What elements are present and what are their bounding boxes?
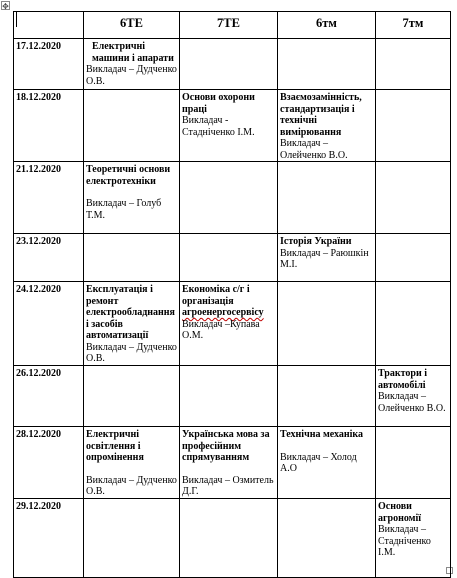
subject-text: Історія України [280, 236, 352, 247]
schedule-cell[interactable] [376, 427, 451, 499]
subject-text: Економіка с/г і організація [182, 284, 250, 307]
column-header-7tm[interactable]: 7тм [376, 12, 451, 39]
teacher-text: Викладач – Озмитель Д.Г. [182, 474, 274, 497]
schedule-cell[interactable] [180, 282, 278, 366]
column-header-6te[interactable]: 6ТЕ [84, 12, 180, 39]
teacher-text: Викладач – Дудченко О.В. [86, 474, 177, 497]
subject-text: Взаємозамінність, стандартизація і технічні вимірювання [280, 92, 362, 138]
date-cell[interactable]: 18.12.2020 [14, 90, 84, 162]
subject-text: Теоретичні основи електротехніки [86, 164, 171, 187]
schedule-cell[interactable] [376, 234, 451, 282]
subject-text: Технічна механіка [280, 429, 364, 440]
table-row [14, 234, 451, 282]
table-row [14, 39, 451, 90]
teacher-text: Викладач –Купава О.М. [182, 318, 260, 341]
schedule-cell[interactable] [278, 90, 376, 162]
schedule-cell[interactable] [84, 234, 180, 282]
schedule-cell[interactable] [278, 499, 376, 578]
teacher-text: Викладач – Олейченко В.О. [280, 138, 348, 161]
date-cell[interactable]: 28.12.2020 [14, 427, 84, 499]
table-move-handle-icon[interactable]: ✥ [2, 2, 9, 11]
schedule-cell[interactable] [84, 90, 180, 162]
schedule-cell[interactable] [376, 39, 451, 90]
date-cell[interactable]: 29.12.2020 [14, 499, 84, 578]
schedule-cell[interactable] [180, 162, 278, 234]
schedule-cell[interactable] [376, 162, 451, 234]
table-row [14, 499, 451, 578]
header-row [14, 12, 451, 39]
schedule-cell[interactable] [376, 366, 451, 427]
teacher-text: Викладач – Олейченко В.О. [378, 391, 446, 414]
schedule-cell[interactable] [180, 39, 278, 90]
schedule-cell[interactable] [84, 282, 180, 366]
schedule-cell[interactable] [180, 234, 278, 282]
table-row [14, 282, 451, 366]
schedule-cell[interactable] [278, 427, 376, 499]
teacher-text: Викладач – Дудченко О.В. [86, 341, 177, 364]
schedule-cell[interactable] [376, 90, 451, 162]
schedule-cell[interactable] [278, 282, 376, 366]
schedule-cell[interactable] [376, 499, 451, 578]
teacher-text: Викладач - Стадніченко І.М. [182, 115, 255, 138]
schedule-cell[interactable] [180, 499, 278, 578]
date-cell[interactable]: 21.12.2020 [14, 162, 84, 234]
schedule-cell[interactable] [278, 366, 376, 427]
table-row [14, 90, 451, 162]
subject-text: Основи агрономії [378, 501, 422, 524]
subject-text: Трактори і автомобілі [378, 368, 427, 391]
schedule-cell[interactable] [278, 234, 376, 282]
schedule-cell[interactable] [84, 427, 180, 499]
schedule-cell[interactable] [180, 427, 278, 499]
table-row [14, 162, 451, 234]
schedule-cell[interactable] [180, 366, 278, 427]
date-cell[interactable]: 23.12.2020 [14, 234, 84, 282]
header-corner-cell[interactable] [14, 12, 84, 39]
subject-text: Електричні освітлення і опромінення [86, 429, 144, 463]
schedule-cell[interactable] [84, 162, 180, 234]
text-cursor [16, 12, 17, 27]
schedule-cell[interactable] [84, 366, 180, 427]
schedule-cell[interactable] [376, 282, 451, 366]
teacher-text: Викладач – Стадніченко І.М. [378, 524, 431, 558]
subject-text: Експлуатація і ремонт електрообладнання і засобів автоматизації [86, 284, 175, 341]
schedule-cell[interactable] [180, 90, 278, 162]
schedule-table [13, 11, 451, 578]
schedule-cell[interactable] [278, 39, 376, 90]
table-row [14, 366, 451, 427]
table-row [14, 427, 451, 499]
date-cell[interactable]: 17.12.2020 [14, 39, 84, 90]
schedule-cell[interactable] [278, 162, 376, 234]
subject-text: Електричні машини і апарати [92, 41, 174, 64]
teacher-text: Викладач – Холод А.О [280, 451, 357, 474]
date-cell[interactable]: 24.12.2020 [14, 282, 84, 366]
column-header-7te[interactable]: 7ТЕ [180, 12, 278, 39]
teacher-text: Викладач – Раюшкін М.І. [280, 247, 369, 270]
column-header-6tm[interactable]: 6тм [278, 12, 376, 39]
subject-text: Українська мова за професійним спрямуванням [182, 429, 270, 463]
teacher-text: Викладач – Голуб Т.М. [86, 198, 162, 221]
teacher-text: Викладач – Дудченко О.В. [86, 64, 177, 87]
schedule-cell[interactable] [84, 499, 180, 578]
subject-text: Основи охорони праці [182, 92, 255, 115]
date-cell[interactable]: 26.12.2020 [14, 366, 84, 427]
spellcheck-underlined-text: агроенергосервісу [182, 307, 264, 318]
schedule-cell[interactable] [84, 39, 180, 90]
